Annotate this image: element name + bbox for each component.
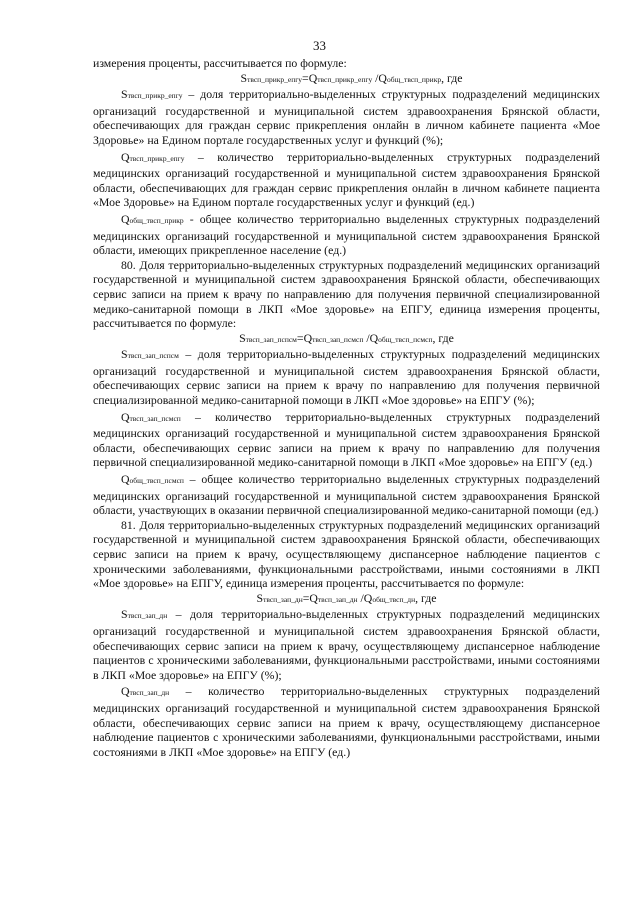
formula-symbol: S [240,70,248,85]
formula-subscript: твсп_зап_дн [263,594,303,604]
formula-zap-dn [93,591,600,608]
definition-paragraph [93,410,600,470]
definition-subscript: твсп_зап_псмсп [129,413,181,423]
formula-symbol: /Q [363,330,379,345]
definition-paragraph [93,684,600,759]
formula-symbol: S [256,590,264,605]
definition-symbol: Q [121,211,130,226]
definition-symbol: Q [121,684,130,699]
formula-subscript: твсп_зап_пспсм [245,334,297,344]
definition-subscript: твсп_зап_дн [127,611,168,621]
definition-symbol: Q [121,409,130,424]
definition-subscript: твсп_прикр_епгу [127,91,183,101]
document-body [93,56,600,759]
definition-text: – доля территориально-выделенных структурных подразделений медицинских организаций государственной и муниципальной систем здравоохранения Брянской области, обеспечивающих сервис записи на прием к врачу по направлению для получения первичной специализированной медико-санитарной помощи в ЛКП «Мое здоровье» на ЕПГУ (%); [93,347,600,408]
definition-symbol: Q [121,472,130,487]
formula-symbol: /Q [372,70,387,85]
definition-symbol: S [121,607,128,622]
intro-line: измерения проценты, рассчитывается по формуле: [93,56,347,70]
formula-subscript: твсп_прикр_епгу [317,74,373,84]
definition-text: – количество территориально-выделенных структурных подразделений медицинских организаций государственной и муниципальной систем здравоохранения Брянской области, обеспечивающих сервис записи на прием к врачу, осуществляющему диспансерное наблюдение пациентов с хроническими заболеваниями, функциональными расстройствами, иными состояниями в ЛКП «Мое здоровье» на ЕПГУ (ед.) [93,684,600,759]
definition-text: – количество территориально-выделенных структурных подразделений медицинских организаций государственной и муниципальной систем здравоохранения Брянской области, обеспечивающих сервис записи на прием к врачу по направлению для получения первичной специализированной медико-санитарной помощи в ЛКП «Мое здоровье» на ЕПГУ (ед.) [93,409,600,470]
formula-subscript: твсп_прикр_епгу [247,74,303,84]
formula-symbol: =Q [302,590,318,605]
formula-prikr-epgu [93,71,600,88]
definition-text: – количество территориально-выделенных структурных подразделений медицинских организаций государственной и муниципальной систем здравоохранения Брянской области, обеспечивающих для граждан сервис прикрепления онлайн в личном кабинете пациента «Мое Здоровье» на Едином портале государственных услуг и функций (ед.) [93,149,600,210]
item-81-paragraph: 81. Доля территориально-выделенных структурных подразделений медицинских организаций государственной и муниципальной систем здравоохранения Брянской области, обеспечивающих сервис записи на прием к врачу, осуществляющему диспансерное наблюдение пациентов с хроническими заболеваниями, функциональными расстройствами, иными состояниями в ЛКП «Мое здоровье» на ЕПГУ, единица измерения проценты, рассчитывается по формуле: [93,517,600,591]
definition-text: – общее количество территориально выделенных структурных подразделений медицинских организаций государственной и муниципальной систем здравоохранения Брянской области, участвующих в оказании первичной специализированной медико-санитарной помощи (ед.) [93,472,600,518]
definition-paragraph [93,472,600,518]
definition-symbol: S [121,87,128,102]
formula-subscript: общ_твсп_псмсп [378,334,433,344]
formula-subscript: общ_твсп_дн [372,594,416,604]
definition-text: - общее количество территориально выделенных структурных подразделений медицинских организаций государственной и муниципальной систем здравоохранения Брянской области, имеющих прикрепленное население (ед.) [93,211,600,258]
formula-tail: , где [415,590,437,605]
definition-paragraph [93,607,600,682]
definition-subscript: твсп_прикр_епгу [129,153,185,163]
definition-paragraph [93,212,600,258]
formula-subscript: твсп_зап_дн [317,594,358,604]
definition-paragraph [93,87,600,147]
definition-symbol: Q [121,149,130,164]
formula-symbol: /Q [357,590,373,605]
formula-tail: , где [432,330,454,345]
definition-paragraph [93,150,600,210]
formula-tail: , где [441,70,463,85]
formula-subscript: твсп_зап_псмсп [312,334,364,344]
definition-symbol: S [121,347,128,362]
definition-subscript: общ_твсп_прикр [129,215,184,225]
formula-symbol: S [239,330,246,345]
formula-symbol: =Q [296,330,313,345]
formula-subscript: общ_твсп_прикр [386,74,442,84]
definition-subscript: твсп_зап_дн [129,688,170,698]
definition-paragraph [93,347,600,407]
formula-symbol: =Q [302,70,318,85]
definition-subscript: твсп_зап_пспсм [127,351,179,361]
definition-text: – доля территориально-выделенных структурных подразделений медицинских организаций государственной и муниципальной систем здравоохранения Брянской области, обеспечивающих сервис записи на прием к врачу, осуществляющему диспансерное наблюдение пациентов с хроническими заболеваниями, функциональными расстройствами, иными состояниями в ЛКП «Мое здоровье» на ЕПГУ (%); [93,607,600,682]
definition-subscript: общ_твсп_псмсп [129,476,184,486]
definition-text: – доля территориально-выделенных структурных подразделений медицинских организаций государственной и муниципальной систем здравоохранения Брянской области, обеспечивающих для граждан сервис прикрепления онлайн в личном кабинете пациента «Мое Здоровье» на Едином портале государственных услуг и функций (%); [93,87,600,147]
page-number: 33 [313,38,326,53]
formula-zap-psmsp [93,331,600,348]
item-80-paragraph: 80. Доля территориально-выделенных структурных подразделений медицинских организаций государственной и муниципальной систем здравоохранения Брянской области, обеспечивающих сервис записи на прием к врачу по направлению для получения первичной специализированной медико-санитарной помощи в ЛКП «Мое здоровье» на ЕПГУ, единица измерения проценты, рассчитывается по формуле: [93,257,600,331]
